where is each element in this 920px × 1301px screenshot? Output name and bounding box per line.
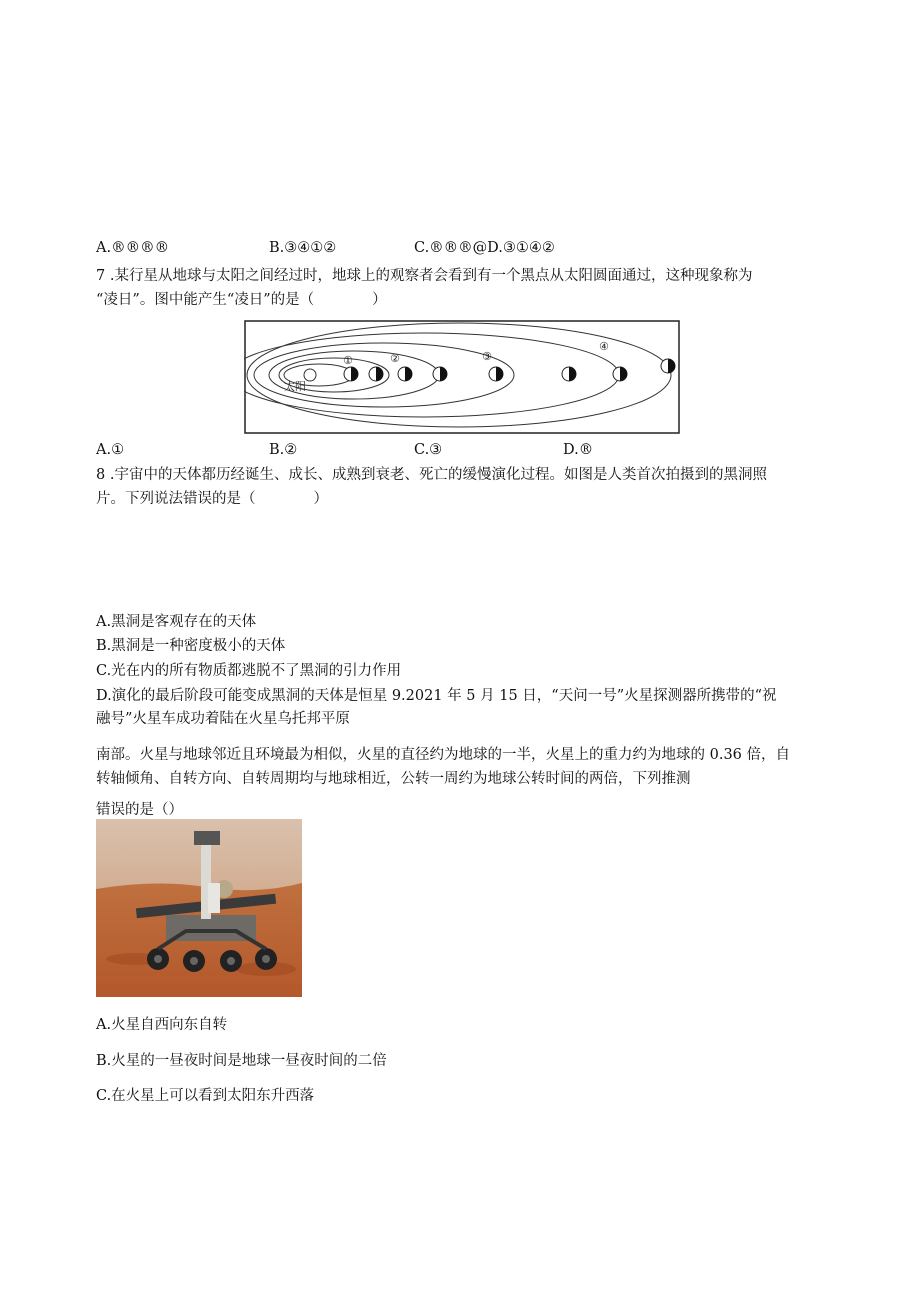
q7-option-b: B.② (269, 442, 298, 458)
planet-icon (489, 367, 503, 381)
q6-option-b: B.③④①② (269, 240, 337, 256)
marker-1: ① (343, 354, 353, 367)
q9-stem-end: 错误的是（） (96, 802, 183, 818)
sun-label: 太阳 (284, 380, 306, 393)
q6-options (96, 238, 856, 258)
planet-icon (661, 359, 675, 373)
q6-option-a: A.®®®® (96, 240, 170, 256)
planet-icon (398, 367, 412, 381)
planet-icon (433, 367, 447, 381)
q8-option-c: C.光在内的所有物质都逃脱不了黑洞的引力作用 (96, 663, 402, 679)
q7-options (96, 440, 856, 460)
marker-2: ② (390, 352, 400, 365)
q9-stem-cont: 融号”火星车成功着陆在火星乌托邦平原 (96, 711, 350, 727)
marker-3: ③ (482, 350, 492, 363)
q8-option-a: A.黑洞是客观存在的天体 (96, 614, 257, 630)
mars-rover-photo (96, 819, 302, 997)
q6-option-c-d: C.®®®@D.③①④② (414, 240, 555, 256)
q9-option-b: B.火星的一昼夜时间是地球一昼夜时间的二倍 (96, 1053, 387, 1069)
planet-icon (562, 367, 576, 381)
planet-icon (344, 367, 358, 381)
q7-option-a: A.① (96, 442, 125, 458)
q7-stem-line2: “凌日”。图中能产生“凌日”的是（ ） (96, 292, 387, 308)
q9-option-a: A.火星自西向东自转 (96, 1017, 228, 1033)
q7-stem-line1: 7 .某行星从地球与太阳之间经过时，地球上的观察者会看到有一个黑点从太阳圆面通过，这种现象称为 (96, 268, 753, 284)
transit-orbit-diagram (244, 320, 680, 434)
q9-para-line2: 转轴倾角、自转方向、自转周期均与地球相近，公转一周约为地球公转时间的两倍，下列推测 (96, 771, 691, 787)
q8-stem-line2: 片。下列说法错误的是（ ） (96, 491, 328, 507)
q8-stem-line1: 8 .宇宙中的天体都历经诞生、成长、成熟到衰老、死亡的缓慢演化过程。如图是人类首次拍摄到的黑洞照 (96, 467, 767, 483)
q8-option-d: D.演化的最后阶段可能变成黑洞的天体是恒星 9.2021 年 5 月 15 日，“天问一号”火星探测器所携带的“祝 (96, 688, 777, 704)
q7-option-c: C.③ (414, 442, 443, 458)
planet-icon (369, 367, 383, 381)
q9-para-line1: 南部。火星与地球邻近且环境最为相似，火星的直径约为地球的一半，火星上的重力约为地球的 0.36 倍，自 (96, 747, 790, 763)
q7-option-d: D.® (563, 442, 594, 458)
q9-option-c: C.在火星上可以看到太阳东升西落 (96, 1088, 315, 1104)
q8-option-b: B.黑洞是一种密度极小的天体 (96, 638, 286, 654)
marker-4: ④ (599, 340, 609, 353)
planet-icon (613, 367, 627, 381)
